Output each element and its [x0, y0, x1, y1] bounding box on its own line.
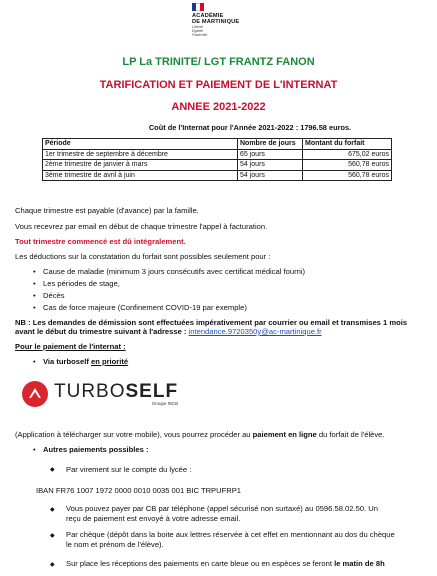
deduction-text: Décès	[43, 291, 65, 300]
brand-part-b: SELF	[125, 381, 179, 402]
logo-line2: DE MARTINIQUE	[192, 19, 240, 26]
tarif-table	[42, 138, 392, 181]
bullet-icon: •	[33, 291, 36, 300]
list-item	[33, 357, 128, 366]
app-suffix: du forfait de l'élève.	[316, 430, 385, 439]
cell-periode: 3ème trimestre de avril à juin	[43, 170, 238, 181]
table-row	[43, 149, 392, 160]
cheque-line-1: Par chèque (dépôt dans la boite aux lettres réservée à cet effet en mentionnant au dos du chèque	[66, 530, 395, 539]
paragraph-payable: Chaque trimestre est payable (d'avance) par la famille.	[15, 206, 199, 215]
diamond-bullet-icon: ◆	[50, 467, 55, 473]
app-bold: paiement en ligne	[252, 430, 317, 439]
header-jours: Nombre de jours	[238, 139, 303, 150]
table-header-row	[43, 139, 392, 150]
cell-periode: 2ème trimestre de janvier à mars	[43, 160, 238, 171]
deduction-text: Les périodes de stage,	[43, 279, 120, 288]
bullet-icon: •	[33, 279, 36, 288]
nb-text-2: avant le début du trimestre suivant à l'adresse :	[15, 327, 189, 336]
deduction-text: Cause de maladie (minimum 3 jours consécutifs avec certificat médical fourni)	[43, 267, 306, 276]
cell-jours: 65 jours	[238, 149, 303, 160]
bullet-icon: •	[33, 357, 36, 366]
cheque-line-2: le nom et prénom de l'élève).	[66, 540, 164, 549]
table-row	[43, 160, 392, 171]
cell-montant: 675,02 euros	[303, 149, 392, 160]
place-bold: le matin de 8h	[334, 559, 385, 568]
document-title: TARIFICATION ET PAIEMENT DE L'INTERNAT	[99, 79, 338, 91]
turboself-logo	[20, 376, 178, 412]
bullet-icon: •	[33, 267, 36, 276]
table-row	[43, 170, 392, 181]
nb-line-2	[15, 327, 322, 336]
deduction-text: Cas de force majeure (Confinement COVID-19 par exemple)	[43, 303, 247, 312]
logo-motto-2: Égalité	[192, 29, 203, 34]
cell-montant: 560,78 euros	[303, 170, 392, 181]
academie-logo	[192, 3, 262, 37]
other-payments-text: Autres paiements possibles :	[43, 445, 149, 454]
iban-text: IBAN FR76 1007 1972 0000 0010 0035 001 BIC TRPUFRP1	[36, 486, 242, 495]
list-item	[33, 279, 120, 288]
app-paragraph	[15, 430, 385, 439]
paragraph-deductions-intro: Les déductions sur la constatation du forfait sont possibles seulement pour :	[15, 252, 271, 261]
logo-line1: ACADÉMIE	[192, 13, 224, 19]
list-item	[33, 291, 65, 300]
nb-text-1: Les demandes de démission sont effectuées impérativement par courrier ou email et transmises 1 mois	[32, 318, 408, 327]
list-item	[33, 445, 149, 454]
nb-prefix: NB :	[15, 318, 33, 327]
app-prefix: (Application à télécharger sur votre mobile), vous pourrez procéder au	[15, 430, 253, 439]
cb-line-2: reçu de paiement est envoyé à votre adresse email.	[66, 514, 241, 523]
nb-line-1	[15, 318, 407, 327]
brand-part-a: TURBO	[54, 381, 126, 402]
intendance-email-link[interactable]: intendance.9720350y@ac-martinique.fr	[188, 327, 322, 336]
place-prefix: Sur place les réceptions des paiements en carte bleue ou en espèces se feront	[66, 559, 335, 568]
header-periode: Période	[43, 139, 238, 150]
cell-jours: 54 jours	[238, 160, 303, 171]
diamond-bullet-icon: ◆	[50, 507, 55, 513]
school-year: ANNEE 2021-2022	[171, 101, 266, 113]
french-flag-icon	[192, 3, 204, 11]
logo-motto-1: Liberté	[192, 25, 203, 30]
priority-text: en priorité	[90, 357, 129, 366]
place-paragraph	[66, 559, 385, 568]
logo-motto-3: Fraternité	[192, 33, 208, 38]
turboself-icon	[20, 379, 50, 409]
paragraph-email-billing: Vous recevrez par email en début de chaque trimestre l'appel à facturation.	[15, 222, 268, 231]
diamond-bullet-icon: ◆	[50, 533, 55, 539]
list-item	[33, 303, 247, 312]
list-item	[33, 267, 305, 276]
cell-jours: 54 jours	[238, 170, 303, 181]
virement-text: Par virement sur le compte du lycée :	[66, 465, 192, 474]
cell-montant: 560,78 euros	[303, 160, 392, 171]
brand-group: Groupe INCB	[151, 401, 179, 406]
cb-line-1: Vous pouvez payer par CB par téléphone (appel sécurisé non surtaxé) au 0596.58.02.50. Un	[66, 504, 378, 513]
bullet-icon: •	[33, 303, 36, 312]
payment-heading: Pour le paiement de l'internat :	[15, 342, 126, 351]
via-turboself-text: Via turboself	[43, 357, 91, 366]
bullet-icon: •	[33, 445, 36, 454]
school-name: LP La TRINITE/ LGT FRANTZ FANON	[122, 56, 315, 68]
annual-cost: Coût de l'Internat pour l'Année 2021-2022 : 1796.58 euros.	[148, 123, 352, 132]
diamond-bullet-icon: ◆	[50, 562, 55, 568]
paragraph-due-full: Tout trimestre commencé est dû intégralement.	[15, 237, 186, 246]
header-montant: Montant du forfait	[303, 139, 392, 150]
cell-periode: 1er trimestre de septembre à décembre	[43, 149, 238, 160]
